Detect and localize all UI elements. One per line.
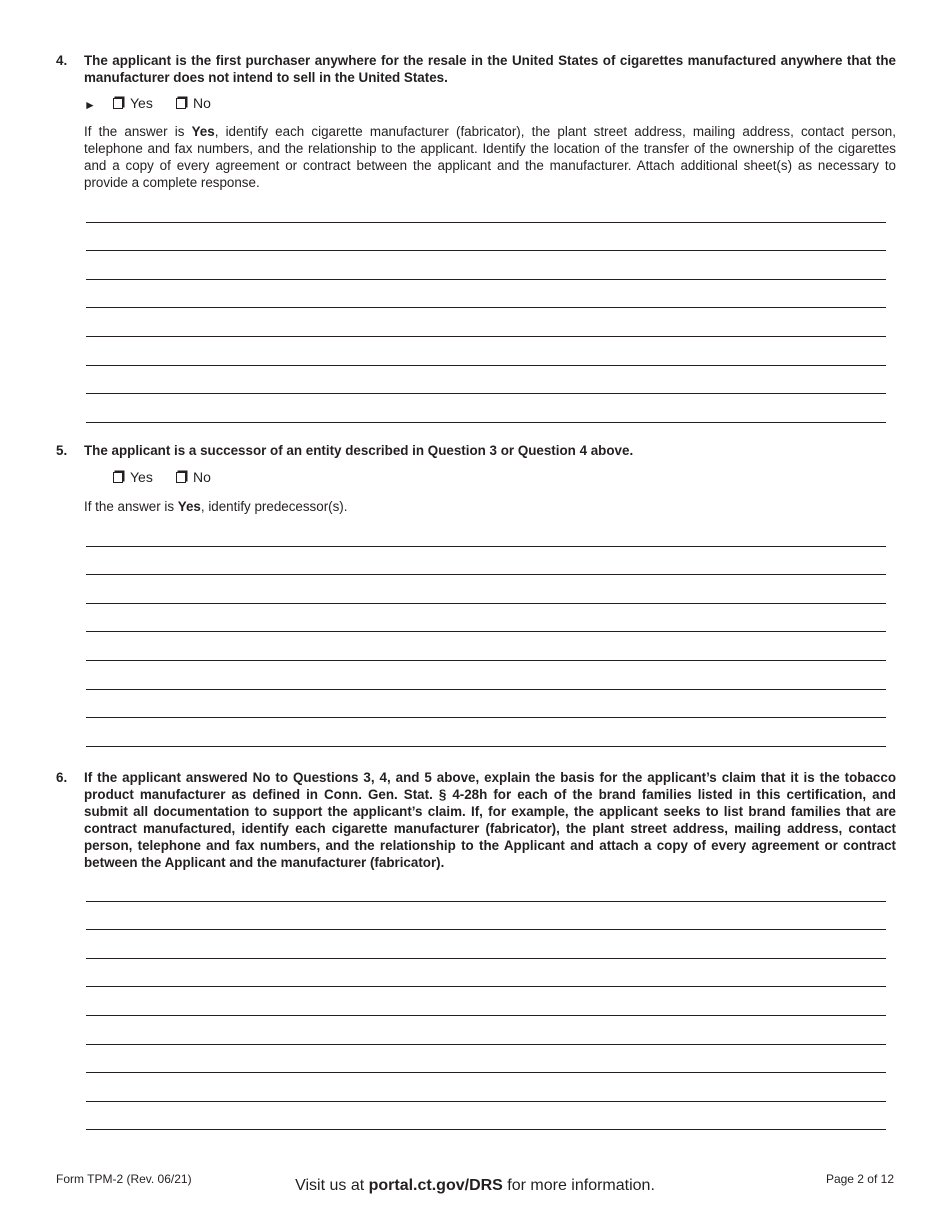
instruction-prefix: If the answer is [84, 124, 192, 139]
answer-line[interactable] [86, 873, 886, 902]
checkbox-icon[interactable] [113, 98, 123, 109]
checkbox-icon[interactable] [113, 472, 123, 483]
answer-options [84, 95, 896, 115]
answer-line[interactable] [86, 308, 886, 337]
page-number: Page 2 of 12 [825, 1172, 894, 1186]
answer-line[interactable] [86, 690, 886, 719]
visit-prefix: Visit us at [295, 1177, 369, 1194]
instruction-bold: Yes [177, 499, 201, 514]
answer-line[interactable] [86, 902, 886, 931]
answer-line[interactable] [86, 223, 886, 252]
instruction-bold: Yes [191, 124, 215, 139]
form-id: Form TPM-2 (Rev. 06/21) [56, 1172, 192, 1186]
answer-line[interactable] [86, 575, 886, 604]
answer-line[interactable] [86, 1016, 886, 1045]
question-6 [56, 769, 896, 1130]
answer-line[interactable] [86, 930, 886, 959]
answer-line[interactable] [86, 366, 886, 395]
no-checkbox[interactable] [176, 95, 211, 111]
visit-website-text [0, 1177, 950, 1195]
question-number: 4. [56, 53, 68, 68]
answer-line[interactable] [86, 280, 886, 309]
answer-lines[interactable] [86, 194, 886, 423]
instruction-text [84, 123, 896, 191]
instruction-rest: , identify predecessor(s). [200, 499, 348, 514]
answer-line[interactable] [86, 1045, 886, 1074]
right-pointer-icon: ► [84, 98, 96, 112]
answer-line[interactable] [86, 959, 886, 988]
answer-line[interactable] [86, 987, 886, 1016]
answer-line[interactable] [86, 394, 886, 423]
answer-line[interactable] [86, 661, 886, 690]
checkbox-icon[interactable] [176, 98, 186, 109]
answer-line[interactable] [86, 632, 886, 661]
answer-line[interactable] [86, 251, 886, 280]
visit-suffix: for more information. [502, 1177, 655, 1194]
answer-lines[interactable] [86, 518, 886, 747]
answer-line[interactable] [86, 718, 886, 747]
yes-label: Yes [130, 95, 153, 111]
no-label: No [193, 95, 211, 111]
answer-line[interactable] [86, 1073, 886, 1102]
question-number: 6. [56, 770, 68, 785]
yes-checkbox[interactable] [113, 469, 153, 485]
answer-line[interactable] [86, 547, 886, 576]
question-text: If the applicant answered No to Questions 3, 4, and 5 above, explain the basis for the applicant’s claim that it is the tobacco product manufacturer as defined in Conn. Gen. Stat. § 4-28h for each of the brand families listed in this certification, and submit all documentation to support the applicant’s claim. If, for example, the applicant seeks to list brand families that are contract manufactured, identify each cigarette manufacturer (fabricator), the plant street address, mailing address, contact person, telephone and fax numbers, and the relationship to the Applicant and attach a copy of every agreement or contract between the Applicant and the manufacturer (fabricator). [84, 770, 896, 870]
answer-line[interactable] [86, 518, 886, 547]
instruction-text [84, 498, 896, 515]
instruction-rest: , identify each cigarette manufacturer (fabricator), the plant street address, mailing address, contact person, telephone and fax numbers, and the relationship to the applicant. Identify the location of the transfer of the ownership of the cigarettes and a copy of every agreement or contract between the applicant and the manufacturer. Attach additional sheet(s) as necessary to provide a complete response. [84, 124, 896, 190]
answer-line[interactable] [86, 194, 886, 223]
yes-checkbox[interactable] [113, 95, 153, 111]
answer-options [84, 469, 896, 489]
answer-line[interactable] [86, 337, 886, 366]
answer-line[interactable] [86, 1102, 886, 1131]
yes-label: Yes [130, 469, 153, 485]
checkbox-icon[interactable] [176, 472, 186, 483]
answer-lines[interactable] [86, 873, 886, 1130]
question-text: The applicant is the first purchaser anywhere for the resale in the United States of cigarettes manufactured anywhere that the manufacturer does not intend to sell in the United States. [84, 53, 896, 85]
question-number: 5. [56, 443, 68, 458]
question-5 [56, 442, 896, 747]
no-label: No [193, 469, 211, 485]
instruction-prefix: If the answer is [84, 499, 178, 514]
question-text: The applicant is a successor of an entity described in Question 3 or Question 4 above. [84, 443, 634, 458]
question-4 [56, 52, 896, 423]
website-link[interactable]: portal.ct.gov/DRS [368, 1177, 503, 1194]
no-checkbox[interactable] [176, 469, 211, 485]
answer-line[interactable] [86, 604, 886, 633]
